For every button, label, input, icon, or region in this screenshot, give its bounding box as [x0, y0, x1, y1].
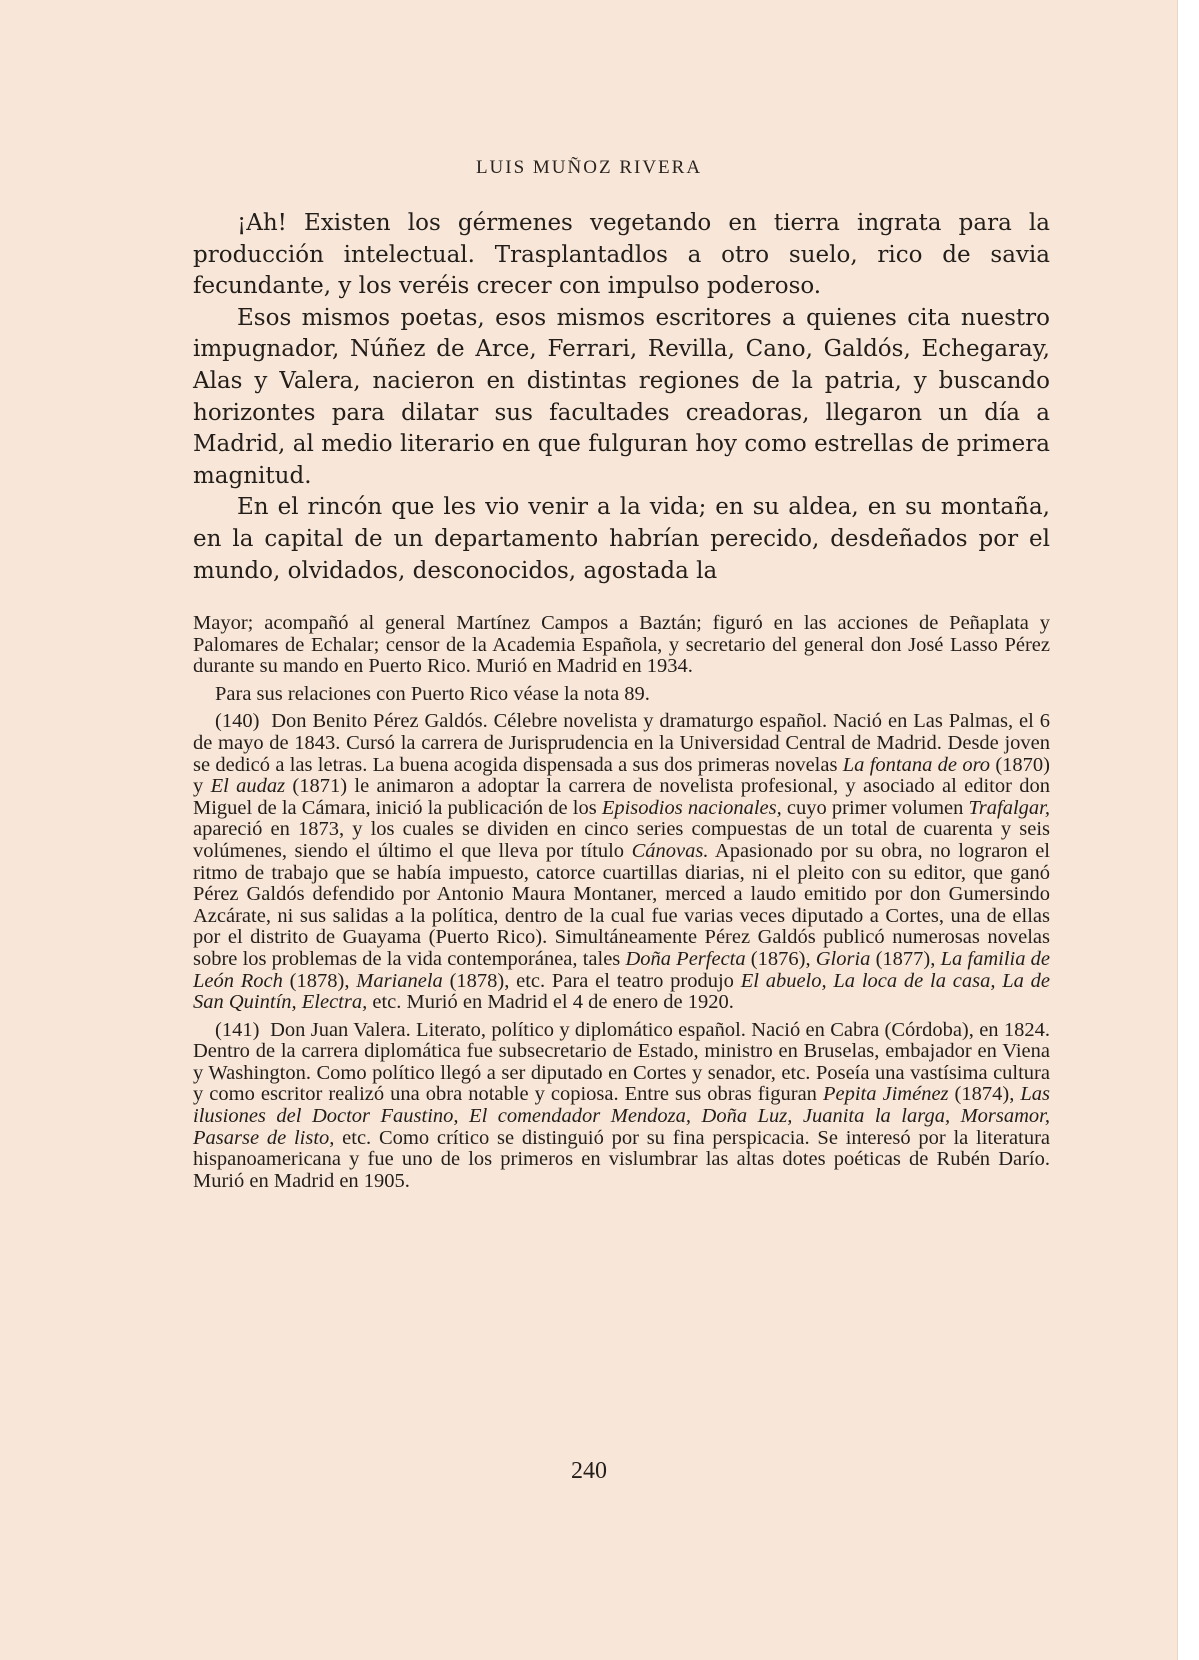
- work-title: La familia de León Roch: [193, 947, 1050, 992]
- work-title: Pepita Jiménez: [822, 1083, 949, 1106]
- work-title: Episodios nacionales,: [601, 796, 782, 819]
- footnote-number: (141): [215, 1018, 260, 1041]
- main-paragraph: Esos mismos poetas, esos mismos escritores a quienes cita nuestro impugnador, Núñez de Arce, Ferrari, Revilla, Cano, Galdós, Echegaray, Alas y Valera, nacieron en distintas regiones de la patria, y buscando horizontes para dilatar sus facultades creadoras, llegaron un día a Madrid, al medio literario en que fulguran hoy como estrellas de primera magnitud.: [193, 304, 1050, 489]
- work-title: Cánovas.: [631, 839, 709, 862]
- running-head: LUIS MUÑOZ RIVERA: [475, 157, 703, 178]
- page-number: 240: [571, 1458, 607, 1484]
- main-paragraph: En el rincón que les vio venir a la vida; en su aldea, en su montaña, en la capital de un departamento habrían perecido, desdeñados por el mundo, olvidados, desconocidos, agostada la: [193, 494, 1050, 584]
- page-edge: [1178, 0, 1199, 1660]
- footnote-see-note: Para sus relaciones con Puerto Rico véase la nota 89.: [215, 682, 650, 705]
- main-text: [193, 208, 1050, 587]
- work-title: La fontana de oro: [842, 753, 991, 776]
- footnote-140: (140) Don Benito Pérez Galdós. Célebre novelista y dramaturgo español. Nació en Las Palmas, el 6 de mayo de 1843. Cursó la carrera de Jurisprudencia en la Universidad Central de Madrid. Desde joven se dedicó a las letras. La buena acogida dispensada a sus dos primeras novelas La fontana de oro (1870) y El audaz (1871) le animaron a adoptar la carrera de novelista profesional, y asociado al editor don Miguel de la Cámara, inició la publicación de los Episodios nacionales, cuyo primer volumen Trafalgar, apareció en 1873, y los cuales se dividen en cinco series compuestas de un total de cuarenta y seis volúmenes, siendo el último el que lleva por título Cánovas. Apasionado por su obra, no lograron el ritmo de trabajo que se había impuesto, catorce cuartillas diarias, ni el pleito con su editor, que ganó Pérez Galdós defendido por Antonio Maura Montaner, merced a laudo emitido por don Gumersindo Azcárate, ni sus salidas a la política, dentro de la cual fue varias veces diputado a Cortes, una de ellas por el distrito de Guayama (Puerto Rico). Simultáneamente Pérez Galdós publicó numerosas novelas sobre los problemas de la vida contemporánea, tales Doña Perfecta (1876), Gloria (1877), La familia de León Roch (1878), Marianela (1878), etc. Para el teatro produjo El abuelo, La loca de la casa, La de San Quintín, Electra, etc. Murió en Madrid el 4 de enero de 1920.: [193, 710, 1051, 1014]
- footnote-continuation: Mayor; acompañó al general Martínez Campos a Baztán; figuró en las acciones de Peñaplata y Palomares de Echalar; censor de la Academia Española, y secretario del general don José Lasso Pérez durante su mando en Puerto Rico. Murió en Madrid en 1934.: [193, 612, 1050, 678]
- footnotes: [193, 613, 1050, 1192]
- work-title: El audaz: [210, 775, 286, 798]
- work-title: El abuelo, La loca de la casa, La de San Quintín, Electra,: [193, 969, 1050, 1014]
- main-paragraph: ¡Ah! Existen los gérmenes vegetando en tierra ingrata para la producción intelectual. Trasplantadlos a otro suelo, rico de savia fecundante, y los veréis crecer con impulso poderoso.: [193, 210, 1050, 300]
- work-title: Doña Perfecta: [625, 947, 746, 970]
- work-title: Trafalgar,: [968, 796, 1051, 819]
- work-title: Las ilusiones del Doctor Faustino, El comendador Mendoza, Doña Luz, Juanita la larga, Morsamor, Pasarse de listo,: [193, 1083, 1051, 1149]
- footnote-number: (140): [215, 710, 260, 733]
- work-title: Gloria: [815, 947, 871, 970]
- work-title: Marianela: [356, 969, 443, 992]
- footnote-141: (141) Don Juan Valera. Literato, político y diplomático español. Nació en Cabra (Córdoba), en 1824. Dentro de la carrera diplomática fue subsecretario de Estado, ministro en Bruselas, embajador en Viena y Washington. Como político llegó a ser diputado en Cortes y senador, etc. Poseía una vastísima cultura y como escritor realizó una obra notable y copiosa. Entre sus obras figuran Pepita Jiménez (1874), Las ilusiones del Doctor Faustino, El comendador Mendoza, Doña Luz, Juanita la larga, Morsamor, Pasarse de listo, etc. Como crítico se distinguió por su fina perspicacia. Se interesó por la literatura hispanoamericana y fue uno de los primeros en vislumbrar las altas dotes poéticas de Rubén Darío. Murió en Madrid en 1905.: [193, 1018, 1051, 1192]
